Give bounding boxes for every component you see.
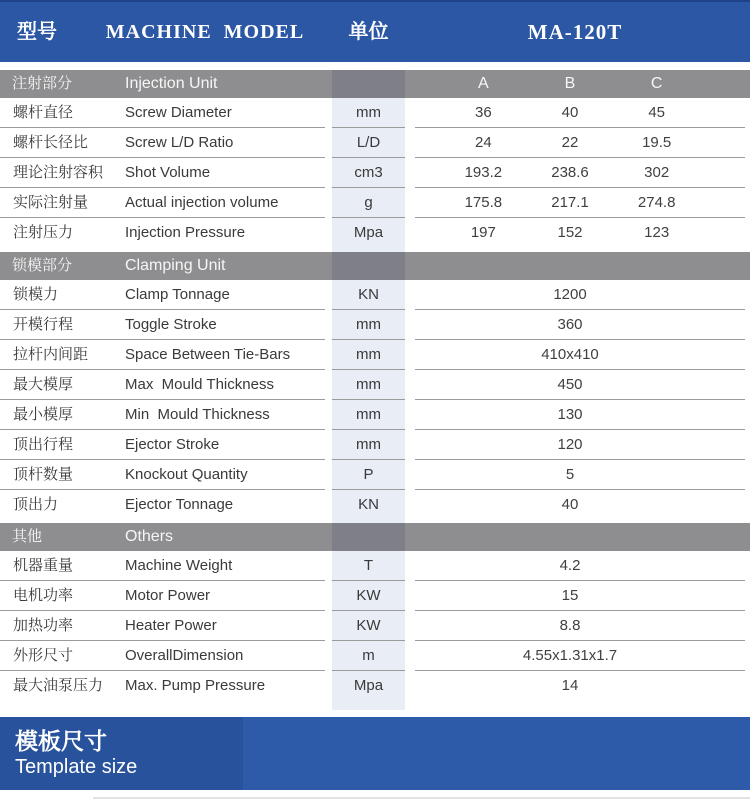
table-row [0,551,750,581]
table-row [0,400,750,430]
row-value: 410x410 [541,346,599,363]
row-value: 8.8 [559,617,581,634]
column-gap [405,430,415,460]
row-label-zh: 电机功率 [13,587,74,604]
row-value: 193.2 [464,164,503,181]
row-label-en: OverallDimension [125,647,244,664]
row-unit: KN [358,496,379,513]
row-value: 197 [470,224,496,241]
column-gap [405,611,415,641]
row-label-zh: 注射压力 [13,224,74,241]
column-gap [405,310,415,340]
row-label-en: Actual injection volume [125,194,279,211]
column-header-a: A [478,75,489,92]
row-label-zh: 理论注射容积 [13,164,104,181]
row-label-zh: 锁模力 [13,286,59,303]
section-bar-injection-unit [0,70,750,98]
column-gap [405,460,415,490]
row-label-en: Max Mould Thickness [125,376,274,393]
row-value: 15 [561,587,579,604]
spec-column-headers [415,70,745,98]
row-values [415,460,745,490]
spacer [0,62,750,70]
section-rows-injection-unit [0,98,750,248]
row-value: 40 [561,104,579,121]
template-size-banner [0,717,750,790]
row-label-group [0,671,325,701]
row-unit: L/D [332,128,405,158]
column-gap [325,128,332,158]
row-value: 360 [557,316,583,333]
column-header-b: B [564,75,576,92]
table-row [0,370,750,400]
row-value: 14 [561,677,579,694]
row-label-zh: 顶出行程 [13,436,74,453]
row-values [415,310,745,340]
row-value: 4.55x1.31x1.7 [522,647,618,664]
row-label-zh: 螺杆长径比 [13,134,89,151]
row-label-zh: 最大模厚 [13,376,74,393]
row-value: 175.8 [464,194,503,211]
table-row [0,490,750,520]
section-rows-clamping-unit [0,280,750,520]
row-label-en: Machine Weight [125,557,233,574]
machine-model-value: MA-120T [527,20,623,44]
row-label-group [0,370,325,400]
row-label-group [0,551,325,581]
row-value: 217.1 [551,194,589,211]
table-row [0,430,750,460]
row-unit: cm3 [332,158,405,188]
column-gap [405,581,415,611]
table-row [0,460,750,490]
table-row [0,581,750,611]
column-gap [405,280,415,310]
section-bar-unit-segment [332,252,405,280]
column-gap [405,128,415,158]
row-label-group [0,340,325,370]
column-gap [325,218,332,248]
column-gap [325,340,332,370]
row-label-en: Shot Volume [125,164,211,181]
row-unit: g [332,188,405,218]
unit-label-zh: 单位 [348,21,389,43]
row-label-en: Knockout Quantity [125,466,248,483]
row-value: 4.2 [559,557,581,574]
row-label-group [0,460,325,490]
row-label-group [0,611,325,641]
table-row [0,340,750,370]
row-label-zh: 外形尺寸 [13,647,74,664]
row-values [415,280,745,310]
row-label-en: Clamp Tonnage [125,286,230,303]
column-gap [405,340,415,370]
section-bar-others [0,523,750,551]
row-value: 45 [648,104,666,121]
row-label-en: Space Between Tie-Bars [125,346,291,363]
row-values [415,340,745,370]
row-value: 36 [474,104,492,121]
column-gap [405,671,415,701]
row-values [415,641,745,671]
row-label-group [0,158,325,188]
model-label-zh: 型号 [17,21,57,43]
row-value: 123 [644,224,670,241]
column-gap [405,370,415,400]
row-value: 274.8 [637,194,676,211]
column-gap [325,280,332,310]
column-gap [325,370,332,400]
row-unit: Mpa [353,677,384,694]
row-label-en: Min Mould Thickness [125,406,270,423]
row-values [415,188,745,218]
row-values [415,218,745,248]
table-row [0,611,750,641]
table-row [0,641,750,671]
section-rows-others [0,551,750,701]
row-label-group [0,581,325,611]
column-gap [405,551,415,581]
row-values [415,490,745,520]
row-unit: mm [332,98,405,128]
row-label-en: Ejector Tonnage [125,496,234,513]
row-label-en: Screw L/D Ratio [125,134,234,151]
table-row [0,310,750,340]
row-label-group [0,430,325,460]
row-label-zh: 加热功率 [13,617,74,634]
row-values [415,370,745,400]
section-title-en: Others [125,528,174,545]
row-values [415,158,745,188]
row-value: 450 [557,376,583,393]
row-label-en: Screw Diameter [125,104,232,121]
row-label-group [0,490,325,520]
row-label-en: Ejector Stroke [125,436,220,453]
column-gap [325,641,332,671]
column-gap [325,158,332,188]
section-title-en: Clamping Unit [125,257,226,274]
row-label-group [0,188,325,218]
row-value: 40 [561,496,579,513]
section-title-zh: 锁模部分 [12,257,73,274]
column-gap [325,671,332,701]
table-row [0,280,750,310]
row-label-zh: 螺杆直径 [13,104,74,121]
row-label-zh: 实际注射量 [13,194,89,211]
template-size-title-en: Template size [15,756,138,778]
row-label-group [0,641,325,671]
row-label-group [0,128,325,158]
row-unit: mm [332,430,405,460]
row-values [415,430,745,460]
section-title-zh: 注射部分 [12,75,73,92]
row-value: 19.5 [642,134,672,151]
table-header-bar [0,0,750,62]
table-row [0,671,750,701]
section-title-zh: 其他 [12,528,43,545]
table-row [0,158,750,188]
row-label-zh: 顶杆数量 [13,466,74,483]
column-gap [325,400,332,430]
column-gap [325,490,332,520]
row-value: 302 [644,164,670,181]
row-label-group [0,310,325,340]
column-gap [325,551,332,581]
row-values [415,400,745,430]
column-gap [405,400,415,430]
column-gap [405,188,415,218]
row-value: 120 [557,436,583,453]
row-unit: mm [332,400,405,430]
row-value: 1200 [553,286,587,303]
row-label-zh: 机器重量 [13,557,74,574]
row-unit: m [332,641,405,671]
section-bar-unit-segment [332,70,405,98]
row-values [415,611,745,641]
column-gap [325,98,332,128]
column-gap [405,158,415,188]
row-unit: T [332,551,405,581]
row-unit: P [332,460,405,490]
row-unit: mm [332,340,405,370]
row-label-en: Heater Power [125,617,217,634]
row-label-group [0,400,325,430]
row-label-group [0,218,325,248]
row-label-group [0,280,325,310]
row-label-en: Max. Pump Pressure [125,677,266,694]
column-gap [405,218,415,248]
row-unit: Mpa [353,224,384,241]
column-gap [325,188,332,218]
template-size-title-zh: 模板尺寸 [15,728,107,754]
next-table-top-edge [93,797,750,799]
row-value: 5 [565,466,575,483]
row-label-zh: 顶出力 [13,496,59,513]
section-bar-clamping-unit [0,252,750,280]
column-gap [405,490,415,520]
row-values [415,671,745,701]
machine-model-label: MACHINE MODEL [105,21,305,43]
row-values [415,128,745,158]
row-label-en: Motor Power [125,587,211,604]
row-value: 24 [474,134,492,151]
section-bar-unit-segment [332,523,405,551]
section-title-en: Injection Unit [125,75,218,92]
column-gap [405,641,415,671]
row-label-group [0,98,325,128]
row-value: 22 [561,134,579,151]
table-row [0,128,750,158]
row-unit: KN [332,280,405,310]
row-unit: KW [332,611,405,641]
row-unit: KW [332,581,405,611]
row-unit: mm [332,310,405,340]
column-gap [325,460,332,490]
row-values [415,581,745,611]
row-label-en: Injection Pressure [125,224,246,241]
row-value: 238.6 [551,164,589,181]
table-row [0,218,750,248]
row-label-en: Toggle Stroke [125,316,217,333]
row-value: 130 [557,406,583,423]
row-label-zh: 最大油泵压力 [13,677,104,694]
row-values [415,98,745,128]
row-value: 152 [557,224,583,241]
column-gap [325,581,332,611]
row-unit: mm [332,370,405,400]
row-label-zh: 开模行程 [13,316,74,333]
table-row [0,98,750,128]
column-gap [325,310,332,340]
column-header-c: C [650,75,663,92]
row-label-zh: 拉杆内间距 [13,346,89,363]
row-label-zh: 最小模厚 [13,406,74,423]
table-row [0,188,750,218]
column-gap [325,430,332,460]
column-gap [405,98,415,128]
column-gap [325,611,332,641]
row-values [415,551,745,581]
